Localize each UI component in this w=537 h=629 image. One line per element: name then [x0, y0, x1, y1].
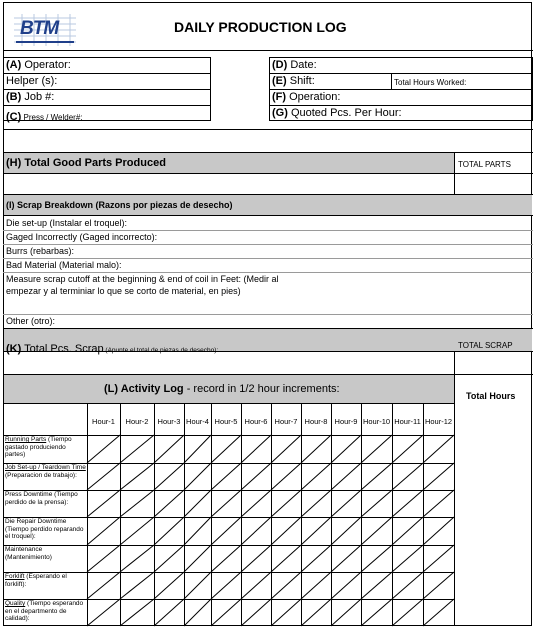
half-hour-cell-diagonal	[361, 545, 392, 572]
half-hour-cell-diagonal	[392, 599, 423, 626]
operator-field[interactable]: (A) Operator:	[6, 59, 71, 71]
half-hour-cell-diagonal	[211, 517, 241, 545]
page-title: DAILY PRODUCTION LOG	[174, 19, 347, 35]
half-hour-cell-diagonal	[361, 572, 392, 599]
half-hour-cell-diagonal	[301, 517, 331, 545]
half-hour-cell-diagonal	[120, 517, 154, 545]
half-hour-cell-diagonal	[392, 463, 423, 490]
half-hour-cell-diagonal	[184, 435, 211, 463]
operation-field[interactable]: (F) Operation:	[272, 91, 341, 103]
half-hour-cell-diagonal	[301, 545, 331, 572]
half-hour-cell-diagonal	[301, 463, 331, 490]
helper-field[interactable]: Helper (s):	[6, 75, 58, 87]
hour-column-9: Hour-9	[334, 417, 358, 426]
half-hour-cell-diagonal	[423, 599, 454, 626]
half-hour-cell-diagonal	[392, 572, 423, 599]
half-hour-cell-diagonal	[423, 463, 454, 490]
scrap-gaged-incorrectly[interactable]: Gaged Incorrectly (Gaged incorrecto):	[6, 232, 158, 242]
total-scrap-label: TOTAL SCRAP	[458, 341, 513, 350]
scrap-die-setup[interactable]: Die set-up (Instalar el troquel):	[6, 218, 128, 228]
half-hour-cell-diagonal	[184, 599, 211, 626]
scrap-measure-cutoff[interactable]: Measure scrap cutoff at the beginning & end of coil in Feet: (Medir al	[6, 274, 279, 284]
half-hour-cell-diagonal	[392, 435, 423, 463]
half-hour-cell-diagonal	[423, 545, 454, 572]
half-hour-cell-diagonal	[87, 463, 120, 490]
scrap-breakdown-title: (I) Scrap Breakdown (Razons por piezas de desecho)	[6, 200, 233, 210]
half-hour-cell-diagonal	[241, 599, 271, 626]
half-hour-cell-diagonal	[120, 435, 154, 463]
activity-row-label: Running Parts (Tiempo gastado produciendo partes)	[5, 436, 72, 458]
half-hour-cell-diagonal	[331, 572, 361, 599]
half-hour-cell-diagonal	[331, 490, 361, 517]
half-hour-cell-diagonal	[184, 517, 211, 545]
half-hour-cell-diagonal	[271, 490, 301, 517]
half-hour-cell-diagonal	[154, 545, 184, 572]
half-hour-cell-diagonal	[211, 545, 241, 572]
half-hour-cell-diagonal	[154, 572, 184, 599]
activity-row-label: Forklift (Esperando el forklift):	[5, 573, 67, 588]
half-hour-cell-diagonal	[211, 435, 241, 463]
half-hour-cell-diagonal	[211, 463, 241, 490]
scrap-bad-material[interactable]: Bad Material (Material malo):	[6, 260, 122, 270]
half-hour-cell-diagonal	[241, 435, 271, 463]
half-hour-cell-diagonal	[361, 599, 392, 626]
half-hour-cell-diagonal	[120, 572, 154, 599]
half-hour-cell-diagonal	[87, 490, 120, 517]
half-hour-cell-diagonal	[271, 517, 301, 545]
half-hour-cell-diagonal	[120, 463, 154, 490]
half-hour-cell-diagonal	[241, 463, 271, 490]
total-parts-label: TOTAL PARTS	[458, 160, 511, 169]
half-hour-cell-diagonal	[241, 545, 271, 572]
half-hour-cell-diagonal	[301, 490, 331, 517]
half-hour-cell-diagonal	[87, 545, 120, 572]
half-hour-cell-diagonal	[301, 599, 331, 626]
activity-row-label: Die Repair Downtime (Tiempo perdido reparando el troquel):	[5, 518, 84, 540]
half-hour-cell-diagonal	[271, 572, 301, 599]
scrap-other[interactable]: Other (otro):	[6, 316, 56, 326]
half-hour-cell-diagonal	[154, 517, 184, 545]
half-hour-cell-diagonal	[361, 517, 392, 545]
half-hour-cell-diagonal	[154, 435, 184, 463]
half-hour-cell-diagonal	[87, 435, 120, 463]
half-hour-cell-diagonal	[154, 599, 184, 626]
hour-column-1: Hour-1	[92, 417, 115, 426]
half-hour-cell-diagonal	[241, 490, 271, 517]
half-hour-cell-diagonal	[87, 599, 120, 626]
half-hour-cell-diagonal	[120, 545, 154, 572]
hour-column-10: Hour-10	[362, 417, 391, 426]
half-hour-cell-diagonal	[423, 517, 454, 545]
half-hour-cell-diagonal	[211, 572, 241, 599]
half-hour-cell-diagonal	[211, 490, 241, 517]
hour-column-3: Hour-3	[157, 417, 181, 426]
half-hour-cell-diagonal	[271, 545, 301, 572]
press-welder-field[interactable]: (C) Press / Welder#:	[6, 111, 83, 123]
half-hour-cell-diagonal	[154, 463, 184, 490]
total-good-parts-title: (H) Total Good Parts Produced	[6, 157, 166, 169]
quoted-pcs-field[interactable]: (G) Quoted Pcs. Per Hour:	[272, 107, 402, 119]
half-hour-cell-diagonal	[184, 572, 211, 599]
half-hour-cell-diagonal	[120, 599, 154, 626]
total-hours-label: Total Hours	[466, 391, 516, 401]
hour-column-2: Hour-2	[125, 417, 149, 426]
hour-column-12: Hour-12	[424, 417, 453, 426]
total-scrap-title: (K) Total Pcs. Scrap (Apunte el total de piezas de desecho):	[6, 343, 219, 355]
activity-row-label: Maintenance (Mantenimiento)	[5, 546, 52, 561]
half-hour-cell-diagonal	[211, 599, 241, 626]
hour-column-4: Hour-4	[186, 417, 209, 426]
half-hour-cell-diagonal	[331, 545, 361, 572]
half-hour-cell-diagonal	[331, 599, 361, 626]
half-hour-cell-diagonal	[423, 572, 454, 599]
activity-row-label: Press Downtime (Tiempo perdido de la prensa):	[5, 491, 78, 506]
half-hour-cell-diagonal	[184, 545, 211, 572]
half-hour-cell-diagonal	[120, 490, 154, 517]
half-hour-cell-diagonal	[392, 517, 423, 545]
half-hour-cell-diagonal	[301, 435, 331, 463]
half-hour-cell-diagonal	[331, 463, 361, 490]
half-hour-cell-diagonal	[361, 463, 392, 490]
half-hour-cell-diagonal	[423, 435, 454, 463]
half-hour-cell-diagonal	[331, 435, 361, 463]
half-hour-cell-diagonal	[87, 517, 120, 545]
activity-row-label: Job Set-up / Teardown Time (Preparacion de trabajo):	[5, 464, 86, 479]
half-hour-cell-diagonal	[392, 490, 423, 517]
logo-text: BTM	[20, 18, 59, 39]
hour-column-8: Hour-8	[304, 417, 328, 426]
half-hour-cell-diagonal	[301, 572, 331, 599]
half-hour-cell-diagonal	[392, 545, 423, 572]
hour-column-7: Hour-7	[274, 417, 298, 426]
scrap-burrs[interactable]: Burrs (rebarbas):	[6, 246, 75, 256]
half-hour-cell-diagonal	[331, 517, 361, 545]
activity-log-title: (L) Activity Log - record in 1/2 hour increments:	[104, 383, 340, 395]
shift-field[interactable]: (E) Shift:	[272, 75, 315, 87]
job-number-field[interactable]: (B) Job #:	[6, 91, 55, 103]
activity-row-label: Quality (Tiempo esperando en el departmento de calidad):	[5, 600, 84, 622]
half-hour-cell-diagonal	[87, 572, 120, 599]
half-hour-cell-diagonal	[271, 435, 301, 463]
hour-column-5: Hour-5	[214, 417, 238, 426]
half-hour-cell-diagonal	[271, 599, 301, 626]
half-hour-cell-diagonal	[184, 490, 211, 517]
half-hour-cell-diagonal	[361, 490, 392, 517]
scrap-measure-cutoff-line2: empezar y al terminiar lo que se corto de material, en pies)	[6, 286, 241, 296]
hour-column-11: Hour-11	[394, 417, 421, 426]
total-hours-worked-field[interactable]: Total Hours Worked:	[394, 78, 467, 87]
half-hour-cell-diagonal	[241, 572, 271, 599]
date-field[interactable]: (D) Date:	[272, 59, 317, 71]
half-hour-cell-diagonal	[271, 463, 301, 490]
half-hour-cell-diagonal	[154, 490, 184, 517]
half-hour-cell-diagonal	[361, 435, 392, 463]
hour-column-6: Hour-6	[244, 417, 268, 426]
half-hour-cell-diagonal	[423, 490, 454, 517]
half-hour-cell-diagonal	[184, 463, 211, 490]
half-hour-cell-diagonal	[241, 517, 271, 545]
